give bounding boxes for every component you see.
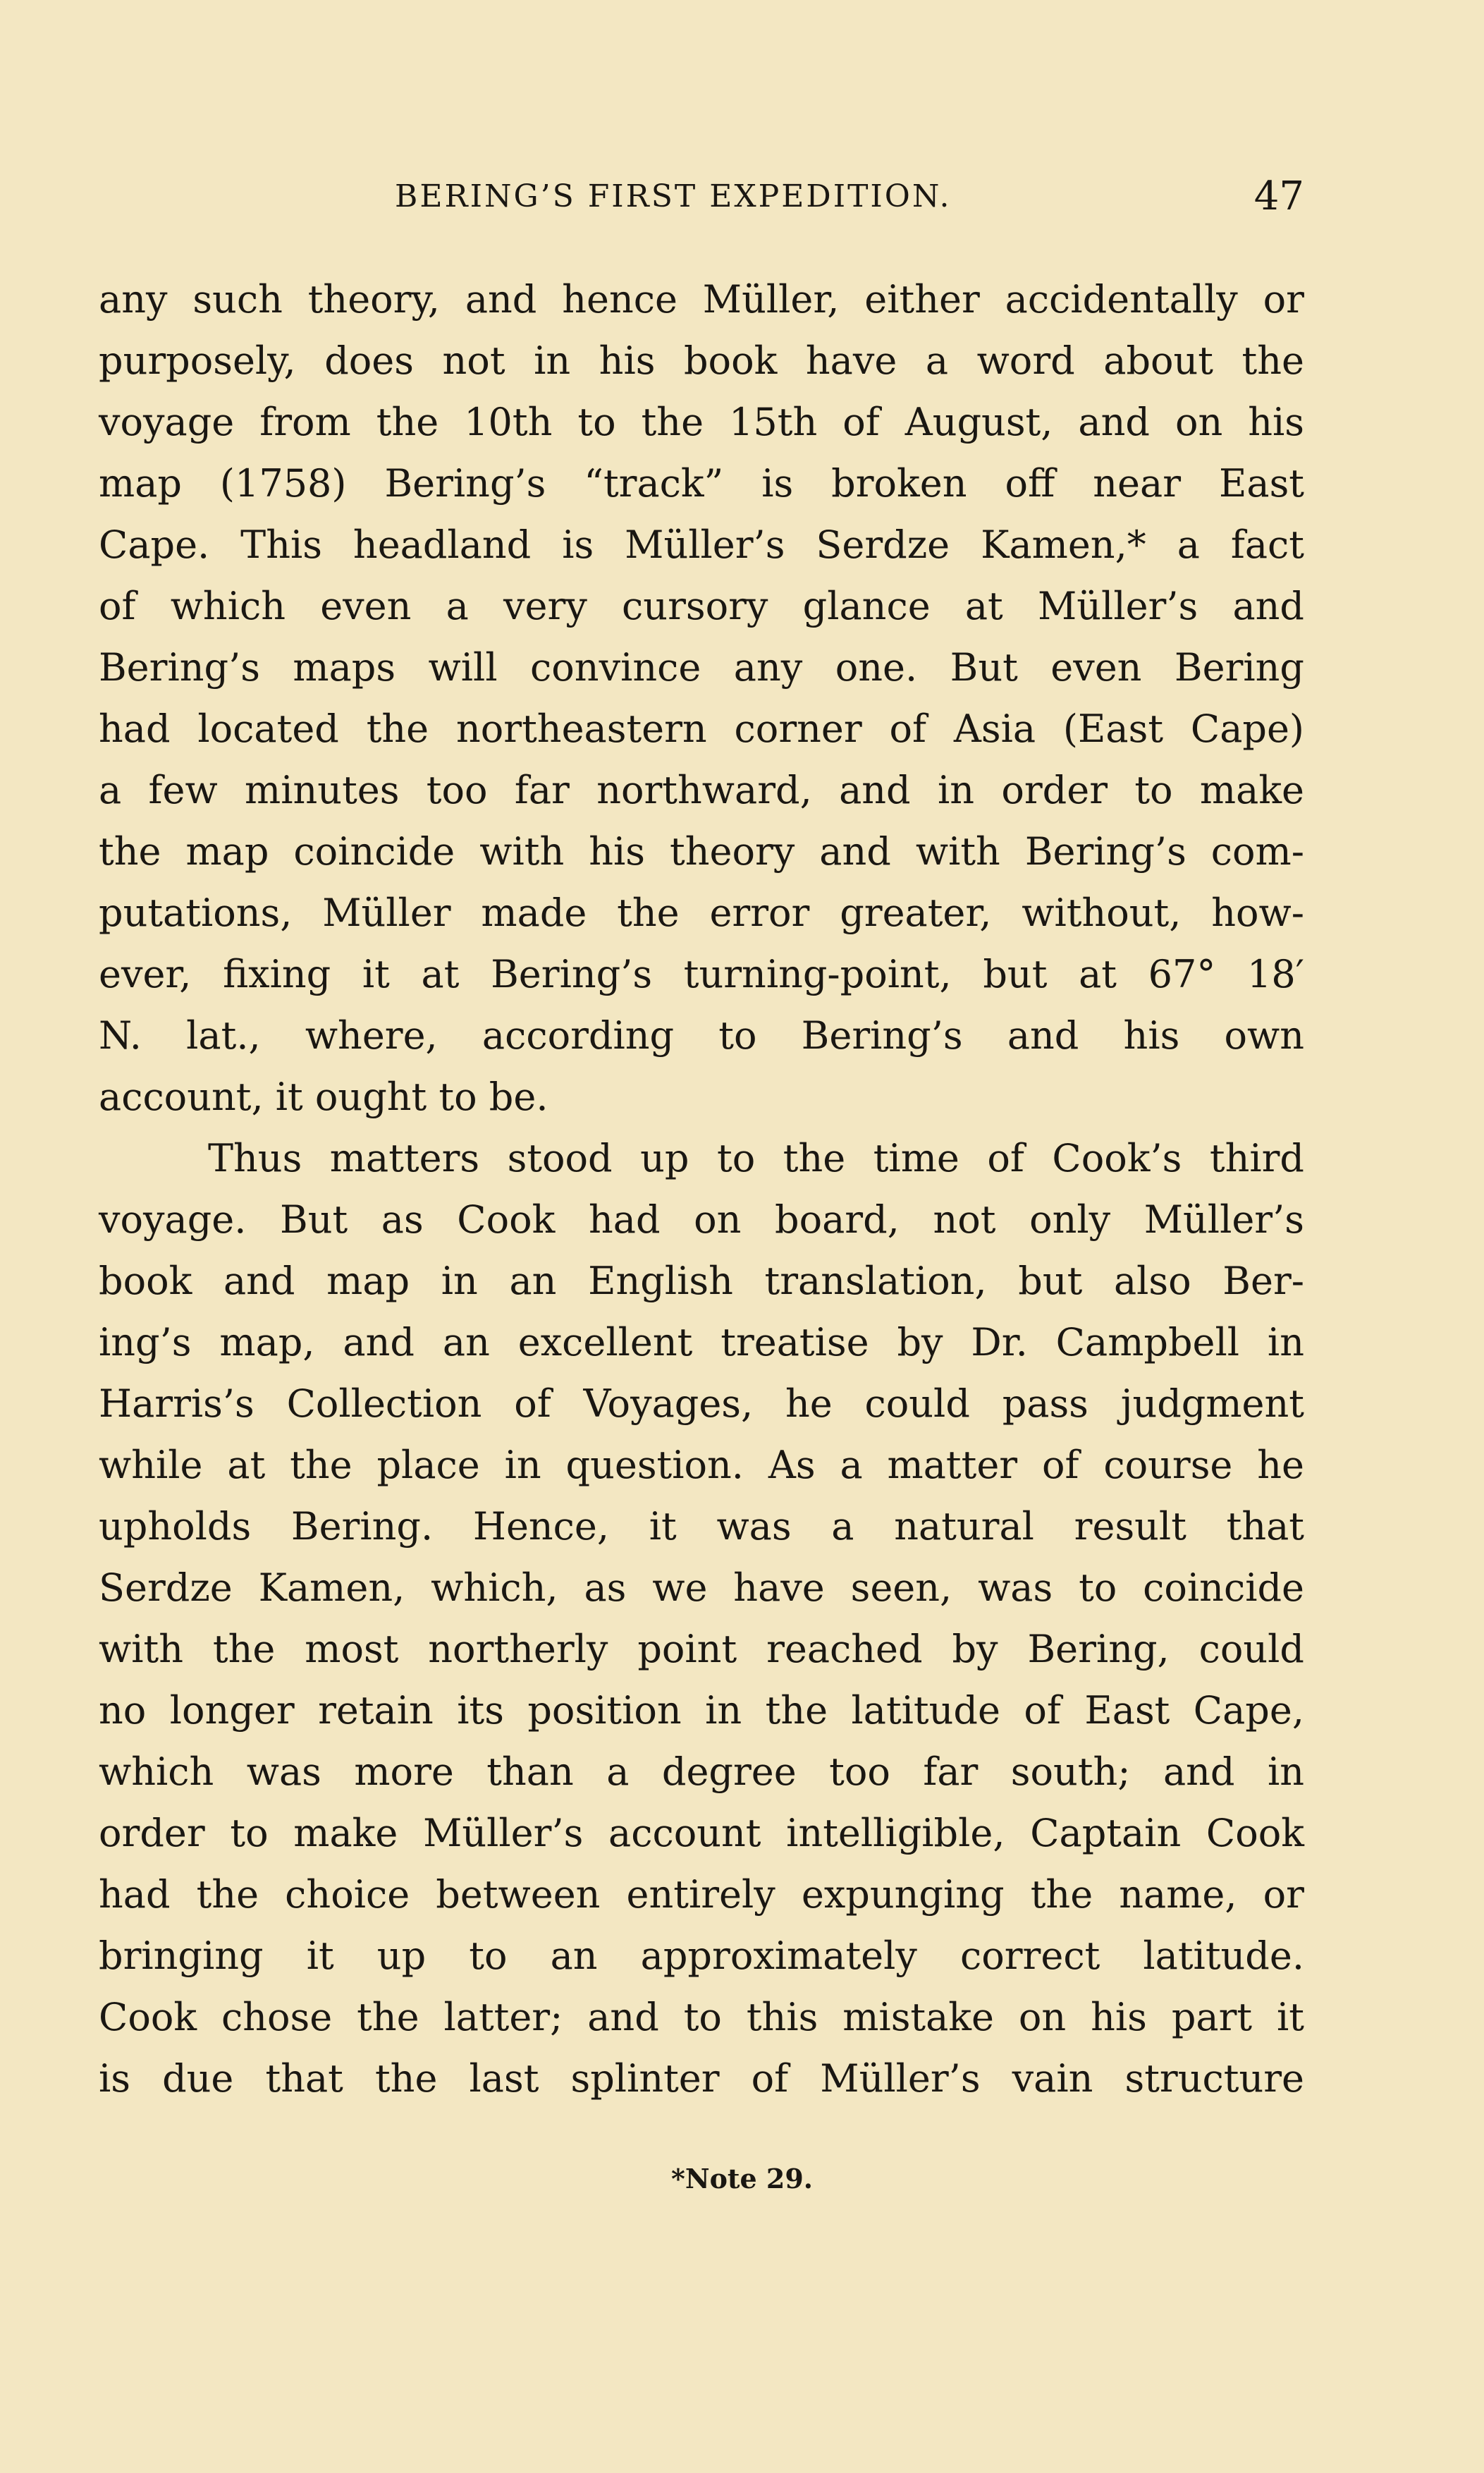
text-line: ever, fixing it at Bering’s turning-point, but at 67° 18′ (99, 952, 1304, 996)
text-line: ing’s map, and an excellent treatise by Dr. Campbell in (99, 1320, 1304, 1364)
text-line: N. lat., where, according to Bering’s and his own (99, 1013, 1304, 1058)
text-line: of which even a very cursory glance at Müller’s and (99, 584, 1304, 628)
paragraph (99, 269, 1304, 1128)
paragraph (99, 1128, 1304, 2109)
text-line: while at the place in question. As a matter of course he (99, 1443, 1304, 1487)
text-line: Thus matters stood up to the time of Cook’s third (208, 1136, 1304, 1180)
text-line: which was more than a degree too far south; and in (99, 1750, 1304, 1794)
footnote: *Note 29. (670, 2163, 814, 2194)
text-line: had located the northeastern corner of Asia (East Cape) (99, 707, 1304, 751)
text-line: Harris’s Collection of Voyages, he could pass judgment (99, 1381, 1304, 1426)
text-line: the map coincide with his theory and with Bering’s com- (99, 829, 1304, 874)
text-line: Bering’s maps will convince any one. But even Bering (99, 645, 1304, 690)
text-line: account, it ought to be. (99, 1075, 548, 1119)
text-line: Cape. This headland is Müller’s Serdze Kamen,* a fact (99, 523, 1304, 567)
text-line: Cook chose the latter; and to this mistake on his part it (99, 1995, 1304, 2039)
text-line: order to make Müller’s account intelligible, Captain Cook (99, 1811, 1304, 1855)
text-line: no longer retain its position in the latitude of East Cape, (99, 1688, 1304, 1733)
text-line: map (1758) Bering’s “track” is broken off near East (99, 461, 1304, 506)
text-line: a few minutes too far northward, and in order to make (99, 768, 1304, 812)
running-title: BERING’S FIRST EXPEDITION. (395, 178, 952, 214)
text-line: bringing it up to an approximately correct latitude. (99, 1934, 1304, 1978)
text-line: voyage. But as Cook had on board, not only Müller’s (99, 1197, 1304, 1242)
text-line: book and map in an English translation, but also Ber- (99, 1259, 1304, 1303)
text-line: had the choice between entirely expunging the name, or (99, 1872, 1304, 1917)
text-line: Serdze Kamen, which, as we have seen, was to coincide (99, 1565, 1304, 1610)
text-line: voyage from the 10th to the 15th of August, and on his (99, 400, 1304, 444)
text-line: putations, Müller made the error greater, without, how- (99, 891, 1304, 935)
text-line: is due that the last splinter of Müller’s vain structure (99, 2056, 1304, 2101)
text-line: upholds Bering. Hence, it was a natural result that (99, 1504, 1304, 1549)
page-number: 47 (1253, 173, 1304, 219)
text-line: with the most northerly point reached by Bering, could (99, 1627, 1304, 1671)
text-line: purposely, does not in his book have a word about the (99, 338, 1304, 383)
body-text (99, 269, 1304, 2109)
text-line: any such theory, and hence Müller, either accidentally or (99, 277, 1304, 322)
running-head (395, 172, 1304, 221)
